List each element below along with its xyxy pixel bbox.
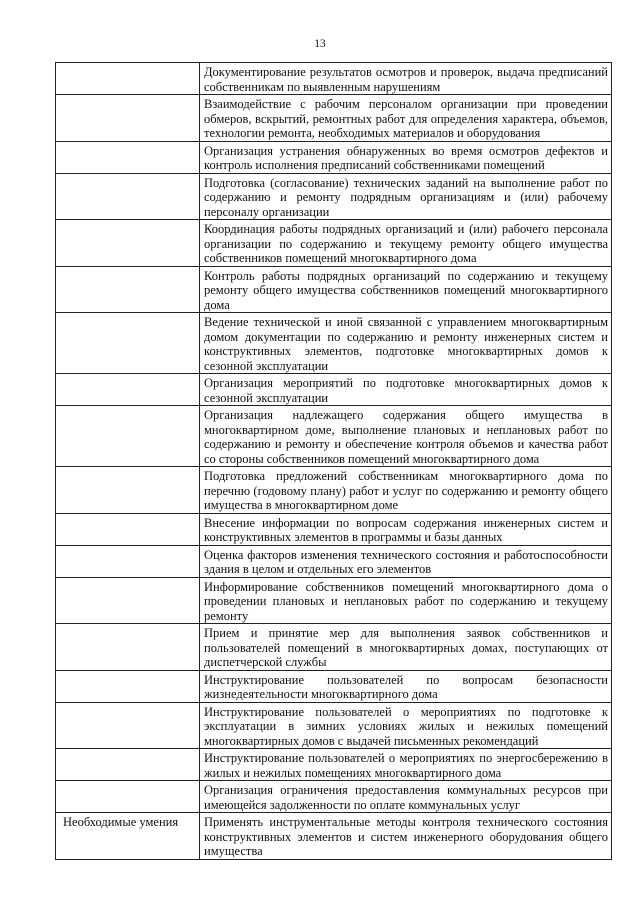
row-description-cell: Подготовка предложений собственникам многоквартирного дома по перечню (годовому плану) работ и услуг по содержанию и ремонту общего имущества в многоквартирном доме [200, 467, 612, 514]
table-row [56, 266, 612, 313]
row-category-cell [56, 220, 200, 267]
row-category-cell [56, 702, 200, 749]
row-description-cell: Организация ограничения предоставления коммунальных ресурсов при имеющейся задолженности по оплате коммунальных услуг [200, 781, 612, 813]
row-category-cell [56, 63, 200, 95]
row-category-cell [56, 670, 200, 702]
row-category-cell [56, 374, 200, 406]
row-description-cell: Организация надлежащего содержания общего имущества в многоквартирном доме, выполнение плановых и неплановых работ по содержанию и ремонту и обеспечение контроля объемов и качества работ со стороны собственников помещений многоквартирного дома [200, 406, 612, 467]
table-row [56, 781, 612, 813]
table-row [56, 749, 612, 781]
row-description-cell: Документирование результатов осмотров и проверок, выдача предписаний собственникам по выявленным нарушениям [200, 63, 612, 95]
requirements-table [55, 62, 612, 860]
row-description-cell: Информирование собственников помещений многоквартирного дома о проведении плановых и неплановых работ по содержанию и текущему ремонту [200, 577, 612, 624]
row-category-cell [56, 313, 200, 374]
row-description-cell: Организация устранения обнаруженных во время осмотров дефектов и контроль исполнения предписаний собственниками помещений [200, 141, 612, 173]
row-category-cell [56, 513, 200, 545]
page-number: 13 [314, 38, 326, 50]
row-category-cell [56, 141, 200, 173]
table-row [56, 374, 612, 406]
row-description-cell: Ведение технической и иной связанной с управлением многоквартирным домом документации по содержанию и ремонту инженерных систем и конструктивных элементов, подготовке многоквартирных домов к сезонной эксплуатации [200, 313, 612, 374]
table-row [56, 313, 612, 374]
table-row [56, 545, 612, 577]
table-row [56, 670, 612, 702]
row-category-cell [56, 406, 200, 467]
row-description-cell: Внесение информации по вопросам содержания инженерных систем и конструктивных элементов в программы и базы данных [200, 513, 612, 545]
row-description-cell: Организация мероприятий по подготовке многоквартирных домов к сезонной эксплуатации [200, 374, 612, 406]
table-row [56, 406, 612, 467]
row-category-cell [56, 95, 200, 142]
row-description-cell: Контроль работы подрядных организаций по содержанию и текущему ремонту общего имущества собственников помещений многоквартирного дома [200, 266, 612, 313]
row-category-cell [56, 467, 200, 514]
row-category-text: Необходимые умения [63, 815, 179, 829]
row-description-cell: Оценка факторов изменения технического состояния и работоспособности здания в целом и отдельных его элементов [200, 545, 612, 577]
row-category-cell [56, 813, 200, 860]
row-description-cell: Применять инструментальные методы контроля технического состояния конструктивных элементов и систем инженерного оборудования общего имущества [200, 813, 612, 860]
row-description-cell: Инструктирование пользователей о мероприятиях по подготовке к эксплуатации в зимних условиях жилых и нежилых помещений многоквартирных домов с выдачей письменных рекомендаций [200, 702, 612, 749]
row-category-cell [56, 266, 200, 313]
row-description-cell: Взаимодействие с рабочим персоналом организации при проведении обмеров, вскрытий, ремонтных работ для определения характера, объемов, технологии ремонта, необходимых материалов и оборудования [200, 95, 612, 142]
table-row [56, 173, 612, 220]
table-body [56, 63, 612, 860]
table-row [56, 467, 612, 514]
row-description-cell: Инструктирование пользователей по вопросам безопасности жизнедеятельности многоквартирного дома [200, 670, 612, 702]
row-category-cell [56, 545, 200, 577]
table-row [56, 220, 612, 267]
table-row [56, 63, 612, 95]
row-description-cell: Инструктирование пользователей о мероприятиях по энергосбережению в жилых и нежилых помещениях многоквартирного дома [200, 749, 612, 781]
table-row [56, 513, 612, 545]
row-category-cell [56, 781, 200, 813]
table-row [56, 577, 612, 624]
row-category-cell [56, 749, 200, 781]
row-category-cell [56, 577, 200, 624]
row-description-cell: Подготовка (согласование) технических заданий на выполнение работ по содержанию и ремонту подрядным организациям и (или) рабочему персоналу организации [200, 173, 612, 220]
table-row [56, 813, 612, 860]
row-description-cell: Координация работы подрядных организаций и (или) рабочего персонала организации по содержанию и текущему ремонту общего имущества собственников помещений многоквартирного дома [200, 220, 612, 267]
table-row [56, 141, 612, 173]
table-row [56, 95, 612, 142]
row-category-cell [56, 173, 200, 220]
row-category-cell [56, 624, 200, 671]
table-row [56, 624, 612, 671]
row-description-cell: Прием и принятие мер для выполнения заявок собственников и пользователей помещений в многоквартирных домах, поступающих от диспетчерской службы [200, 624, 612, 671]
table-row [56, 702, 612, 749]
